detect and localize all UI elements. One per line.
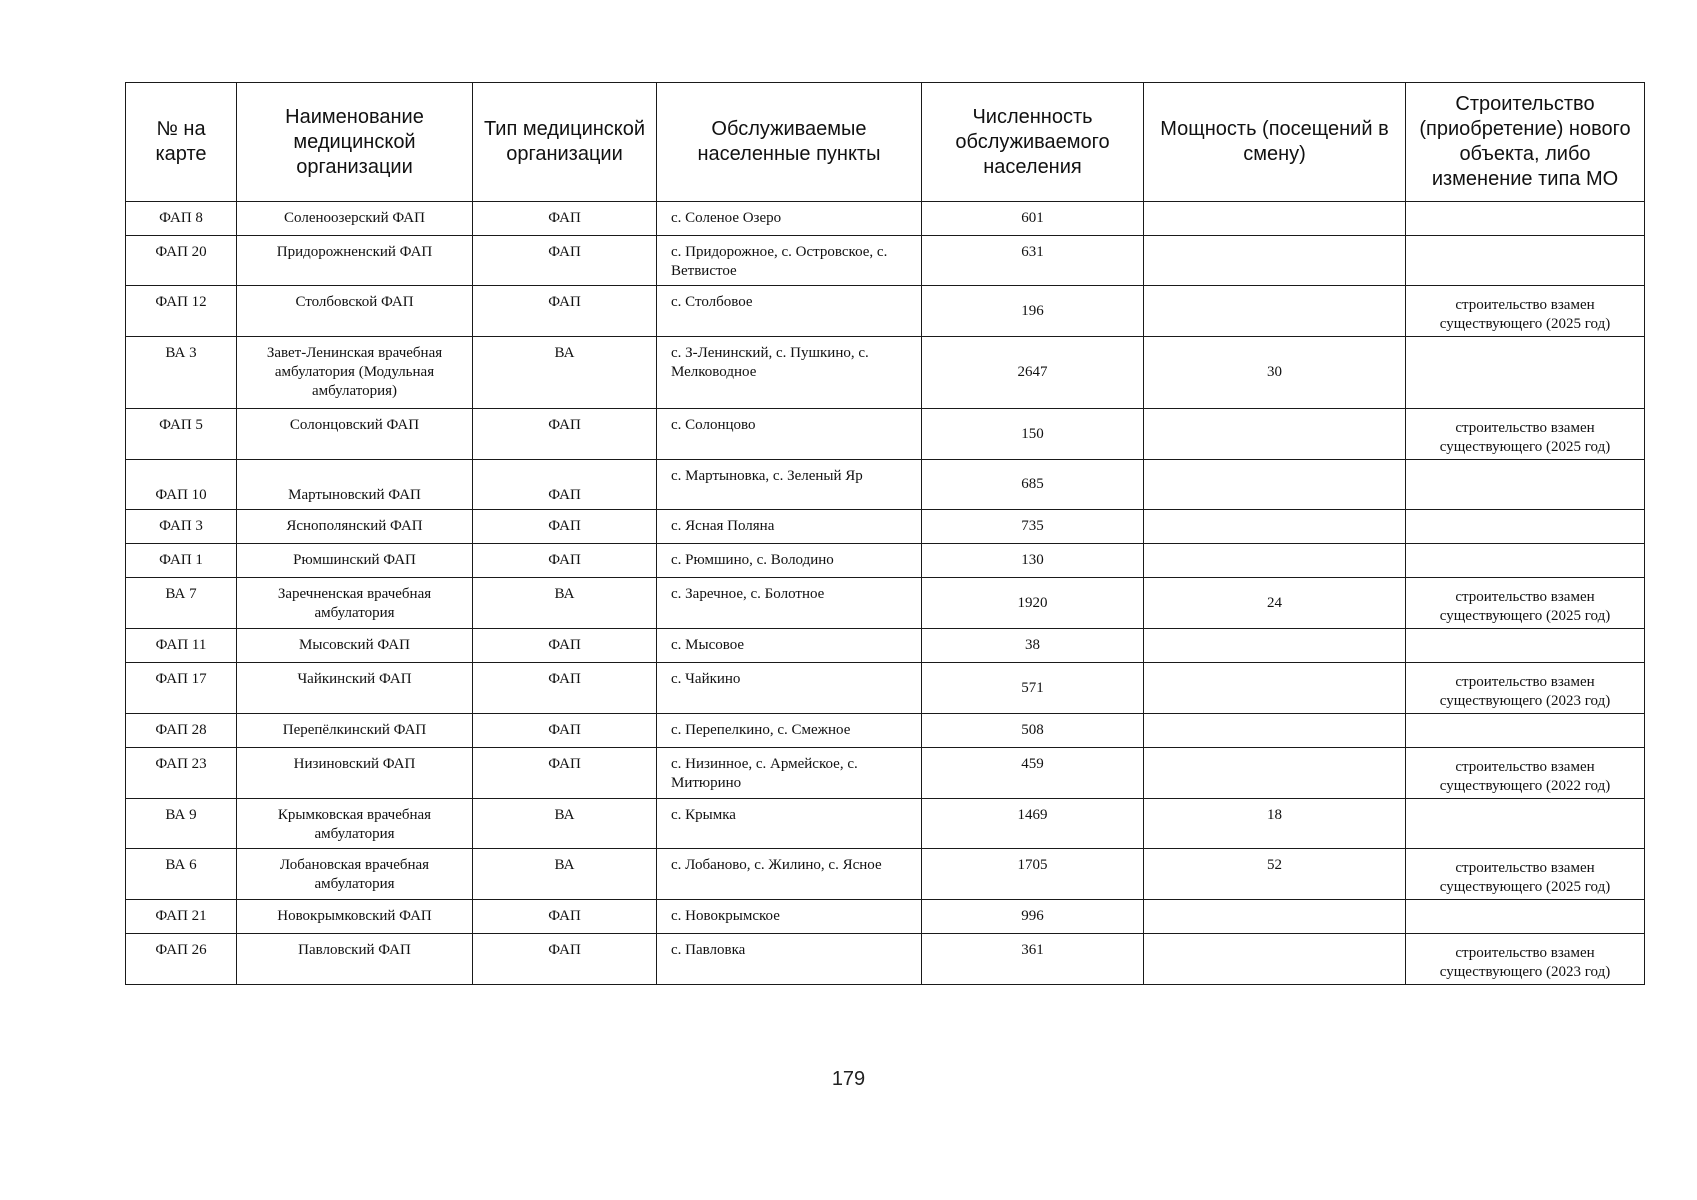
cell-organization-type: ВА [473,337,657,409]
cell-served-settlements: с. Чайкино [657,663,922,714]
cell-construction: строительство взамен существующего (2025 год) [1406,578,1645,629]
cell-served-settlements: с. З-Ленинский, с. Пушкино, с. Мелководное [657,337,922,409]
cell-organization-name: Новокрымковский ФАП [237,900,473,934]
cell-map-number: ФАП 1 [126,544,237,578]
cell-organization-name: Соленоозерский ФАП [237,202,473,236]
cell-construction [1406,629,1645,663]
cell-capacity: 52 [1144,849,1406,900]
cell-construction [1406,510,1645,544]
cell-organization-type: ФАП [473,714,657,748]
cell-served-population: 38 [922,629,1144,663]
header-organization-name: Наименование медицинской организации [237,83,473,202]
cell-served-population: 1705 [922,849,1144,900]
cell-organization-type: ФАП [473,748,657,799]
cell-construction: строительство взамен существующего (2025 год) [1406,286,1645,337]
cell-organization-name: Заречненская врачебная амбулатория [237,578,473,629]
header-row [126,83,1645,202]
cell-organization-type: ФАП [473,629,657,663]
header-map-number: № на карте [126,83,237,202]
cell-served-population: 508 [922,714,1144,748]
cell-construction [1406,799,1645,849]
table-header [126,83,1645,202]
cell-organization-name: Завет-Ленинская врачебная амбулатория (Модульная амбулатория) [237,337,473,409]
table-row [126,748,1645,799]
cell-organization-type: ВА [473,578,657,629]
cell-map-number: ФАП 8 [126,202,237,236]
cell-served-settlements: с. Лобаново, с. Жилино, с. Ясное [657,849,922,900]
cell-construction [1406,544,1645,578]
cell-served-population: 996 [922,900,1144,934]
cell-served-population: 685 [922,460,1144,510]
table-row [126,510,1645,544]
cell-map-number: ФАП 10 [126,460,237,510]
cell-capacity [1144,409,1406,460]
cell-organization-type: ФАП [473,460,657,510]
cell-served-settlements: с. Мысовое [657,629,922,663]
cell-construction: строительство взамен существующего (2023 год) [1406,934,1645,985]
cell-served-settlements: с. Столбовое [657,286,922,337]
document-sheet [125,82,1644,985]
header-organization-type: Тип медицинской организации [473,83,657,202]
table-row [126,629,1645,663]
cell-construction: строительство взамен существующего (2023 год) [1406,663,1645,714]
cell-served-population: 571 [922,663,1144,714]
cell-served-settlements: с. Мартыновка, с. Зеленый Яр [657,460,922,510]
cell-organization-name: Яснополянский ФАП [237,510,473,544]
cell-served-settlements: с. Солонцово [657,409,922,460]
table-row [126,409,1645,460]
table-row [126,286,1645,337]
cell-served-settlements: с. Придорожное, с. Островское, с. Ветвистое [657,236,922,286]
cell-map-number: ВА 7 [126,578,237,629]
cell-served-settlements: с. Соленое Озеро [657,202,922,236]
table-row [126,544,1645,578]
cell-served-population: 2647 [922,337,1144,409]
cell-organization-name: Низиновский ФАП [237,748,473,799]
cell-construction [1406,460,1645,510]
cell-capacity [1144,544,1406,578]
cell-map-number: ФАП 5 [126,409,237,460]
cell-capacity [1144,714,1406,748]
cell-map-number: ФАП 28 [126,714,237,748]
cell-map-number: ВА 9 [126,799,237,849]
cell-capacity [1144,900,1406,934]
cell-construction: строительство взамен существующего (2022 год) [1406,748,1645,799]
cell-served-settlements: с. Рюмшино, с. Володино [657,544,922,578]
cell-capacity [1144,236,1406,286]
header-capacity: Мощность (посещений в смену) [1144,83,1406,202]
cell-map-number: ФАП 12 [126,286,237,337]
table-body [126,202,1645,985]
cell-construction [1406,900,1645,934]
cell-served-population: 1469 [922,799,1144,849]
cell-map-number: ФАП 26 [126,934,237,985]
cell-organization-name: Мысовский ФАП [237,629,473,663]
cell-map-number: ФАП 17 [126,663,237,714]
cell-map-number: ФАП 23 [126,748,237,799]
table-row [126,900,1645,934]
cell-organization-type: ФАП [473,409,657,460]
cell-capacity [1144,510,1406,544]
cell-organization-type: ФАП [473,510,657,544]
cell-organization-name: Солонцовский ФАП [237,409,473,460]
cell-organization-type: ВА [473,849,657,900]
cell-construction: строительство взамен существующего (2025 год) [1406,409,1645,460]
cell-served-population: 601 [922,202,1144,236]
cell-organization-type: ФАП [473,544,657,578]
table-row [126,934,1645,985]
cell-map-number: ФАП 21 [126,900,237,934]
medical-organizations-table [125,82,1645,985]
cell-served-settlements: с. Новокрымское [657,900,922,934]
cell-capacity [1144,663,1406,714]
cell-construction: строительство взамен существующего (2025 год) [1406,849,1645,900]
cell-served-population: 196 [922,286,1144,337]
cell-served-settlements: с. Низинное, с. Армейское, с. Митюрино [657,748,922,799]
cell-organization-name: Столбовской ФАП [237,286,473,337]
cell-organization-type: ФАП [473,900,657,934]
table-row [126,202,1645,236]
cell-served-settlements: с. Перепелкино, с. Смежное [657,714,922,748]
cell-map-number: ВА 3 [126,337,237,409]
cell-served-settlements: с. Крымка [657,799,922,849]
cell-organization-type: ФАП [473,202,657,236]
table-row [126,663,1645,714]
cell-organization-type: ВА [473,799,657,849]
cell-map-number: ФАП 11 [126,629,237,663]
cell-organization-name: Чайкинский ФАП [237,663,473,714]
cell-capacity [1144,629,1406,663]
cell-capacity [1144,460,1406,510]
cell-organization-name: Перепёлкинский ФАП [237,714,473,748]
cell-organization-type: ФАП [473,663,657,714]
cell-capacity [1144,202,1406,236]
cell-organization-type: ФАП [473,236,657,286]
cell-capacity: 24 [1144,578,1406,629]
cell-map-number: ФАП 3 [126,510,237,544]
table-row [126,714,1645,748]
table-row [126,578,1645,629]
cell-construction [1406,337,1645,409]
cell-organization-name: Лобановская врачебная амбулатория [237,849,473,900]
cell-served-population: 459 [922,748,1144,799]
cell-capacity [1144,934,1406,985]
cell-map-number: ВА 6 [126,849,237,900]
cell-organization-type: ФАП [473,934,657,985]
cell-served-settlements: с. Павловка [657,934,922,985]
cell-capacity: 30 [1144,337,1406,409]
cell-organization-name: Придорожненский ФАП [237,236,473,286]
cell-construction [1406,714,1645,748]
table-row [126,337,1645,409]
cell-served-population: 631 [922,236,1144,286]
cell-organization-type: ФАП [473,286,657,337]
header-served-population: Численность обслуживаемого населения [922,83,1144,202]
cell-served-population: 361 [922,934,1144,985]
cell-served-population: 150 [922,409,1144,460]
cell-capacity [1144,286,1406,337]
cell-organization-name: Рюмшинский ФАП [237,544,473,578]
table-row [126,849,1645,900]
header-served-settlements: Обслуживаемые населенные пункты [657,83,922,202]
cell-construction [1406,202,1645,236]
table-row [126,460,1645,510]
cell-served-settlements: с. Заречное, с. Болотное [657,578,922,629]
cell-served-settlements: с. Ясная Поляна [657,510,922,544]
header-construction: Строительство (приобретение) нового объекта, либо изменение типа МО [1406,83,1645,202]
cell-served-population: 130 [922,544,1144,578]
cell-served-population: 1920 [922,578,1144,629]
cell-organization-name: Мартыновский ФАП [237,460,473,510]
cell-construction [1406,236,1645,286]
table-row [126,236,1645,286]
cell-served-population: 735 [922,510,1144,544]
page-number: 179 [831,1068,866,1090]
cell-capacity [1144,748,1406,799]
cell-organization-name: Крымковская врачебная амбулатория [237,799,473,849]
cell-map-number: ФАП 20 [126,236,237,286]
table-row [126,799,1645,849]
cell-capacity: 18 [1144,799,1406,849]
cell-organization-name: Павловский ФАП [237,934,473,985]
